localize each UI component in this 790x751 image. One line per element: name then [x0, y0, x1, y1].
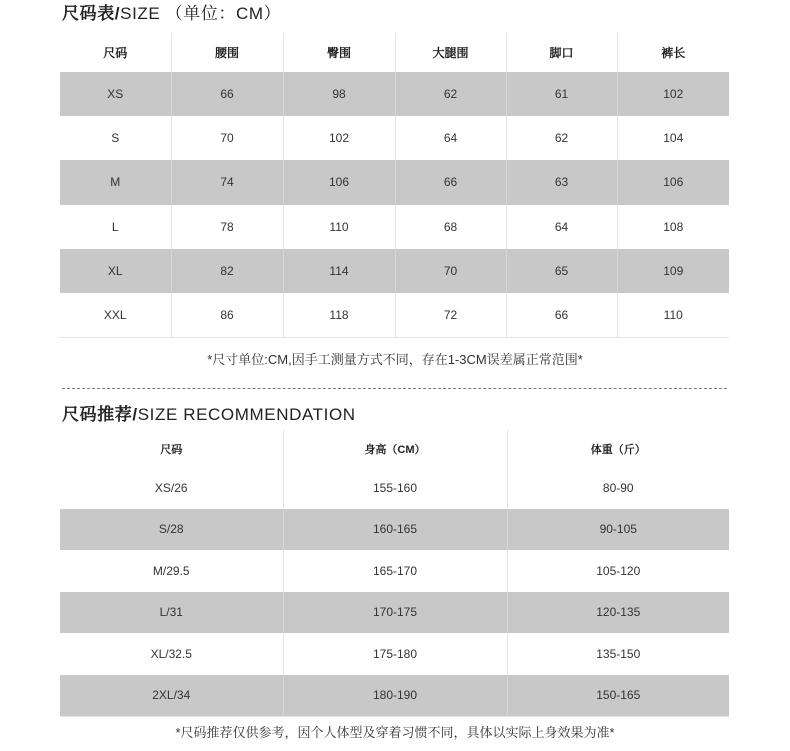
cell-pants-length: 102	[617, 72, 729, 116]
header-hip: 臀围	[283, 33, 395, 72]
cell-waist: 74	[171, 160, 283, 204]
cell-thigh: 62	[395, 72, 506, 116]
cell-leg-opening: 61	[506, 72, 617, 116]
cell-size: S/28	[60, 509, 283, 551]
cell-hip: 98	[283, 72, 395, 116]
table-row	[60, 550, 729, 592]
cell-pants-length: 110	[617, 293, 729, 337]
cell-size: S	[60, 116, 171, 160]
cell-hip: 102	[283, 116, 395, 160]
cell-size: L	[60, 205, 171, 249]
cell-height: 165-170	[283, 550, 507, 592]
table-row	[60, 467, 729, 509]
cell-thigh: 68	[395, 205, 506, 249]
header-thigh: 大腿围	[395, 33, 506, 72]
table-row	[60, 509, 729, 551]
table-row	[60, 249, 729, 293]
cell-weight: 90-105	[507, 509, 729, 551]
table-row	[60, 592, 729, 634]
cell-leg-opening: 66	[506, 293, 617, 337]
cell-leg-opening: 62	[506, 116, 617, 160]
cell-weight: 150-165	[507, 675, 729, 717]
cell-leg-opening: 65	[506, 249, 617, 293]
cell-size: XL/32.5	[60, 633, 283, 675]
size-recommendation-title-cn: 尺码推荐/	[62, 405, 138, 424]
size-recommendation-note: *尺码推荐仅供参考，因个人体型及穿着习惯不同，具体以实际上身效果为准*	[175, 725, 615, 740]
cell-weight: 105-120	[507, 550, 729, 592]
cell-height: 170-175	[283, 592, 507, 634]
cell-weight: 120-135	[507, 592, 729, 634]
size-chart-title-cn: 尺码表/	[62, 4, 121, 23]
cell-size: XL	[60, 249, 171, 293]
table-row	[60, 72, 729, 116]
cell-pants-length: 109	[617, 249, 729, 293]
size-chart-note: *尺寸单位:CM,因手工测量方式不同，存在1-3CM误差属正常范围*	[207, 352, 583, 367]
cell-height: 155-160	[283, 467, 507, 509]
size-chart-table	[60, 33, 729, 338]
size-recommendation-title-en: SIZE RECOMMENDATION	[137, 405, 356, 424]
cell-waist: 66	[171, 72, 283, 116]
cell-waist: 78	[171, 205, 283, 249]
cell-pants-length: 108	[617, 205, 729, 249]
cell-leg-opening: 63	[506, 160, 617, 204]
cell-hip: 118	[283, 293, 395, 337]
cell-pants-length: 104	[617, 116, 729, 160]
cell-weight: 135-150	[507, 633, 729, 675]
cell-hip: 106	[283, 160, 395, 204]
cell-size: XS/26	[60, 467, 283, 509]
header-leg-opening: 脚口	[506, 33, 617, 72]
cell-weight: 80-90	[507, 467, 729, 509]
table-header-row	[60, 430, 729, 467]
cell-size: XXL	[60, 293, 171, 337]
dashed-divider	[62, 388, 727, 389]
size-recommendation-title	[62, 404, 356, 426]
header-pants-length: 裤长	[617, 33, 729, 72]
cell-hip: 110	[283, 205, 395, 249]
cell-size: M/29.5	[60, 550, 283, 592]
cell-height: 175-180	[283, 633, 507, 675]
cell-size: 2XL/34	[60, 675, 283, 717]
table-row	[60, 675, 729, 717]
table-row	[60, 160, 729, 204]
cell-size: M	[60, 160, 171, 204]
table-row	[60, 293, 729, 337]
header-size: 尺码	[60, 430, 283, 467]
header-weight: 体重（斤）	[507, 430, 729, 467]
cell-leg-opening: 64	[506, 205, 617, 249]
cell-pants-length: 106	[617, 160, 729, 204]
header-height: 身高（CM）	[283, 430, 507, 467]
cell-size: XS	[60, 72, 171, 116]
cell-waist: 70	[171, 116, 283, 160]
cell-thigh: 70	[395, 249, 506, 293]
table-row	[60, 116, 729, 160]
table-header-row	[60, 33, 729, 72]
size-recommendation-table	[60, 430, 729, 717]
cell-hip: 114	[283, 249, 395, 293]
header-size: 尺码	[60, 33, 171, 72]
table-row	[60, 205, 729, 249]
cell-height: 160-165	[283, 509, 507, 551]
cell-thigh: 72	[395, 293, 506, 337]
table-row	[60, 633, 729, 675]
cell-waist: 82	[171, 249, 283, 293]
cell-thigh: 66	[395, 160, 506, 204]
cell-height: 180-190	[283, 675, 507, 717]
size-chart-title	[62, 3, 281, 25]
header-waist: 腰围	[171, 33, 283, 72]
cell-waist: 86	[171, 293, 283, 337]
size-chart-title-en: SIZE （单位：CM）	[120, 4, 282, 23]
cell-size: L/31	[60, 592, 283, 634]
cell-thigh: 64	[395, 116, 506, 160]
